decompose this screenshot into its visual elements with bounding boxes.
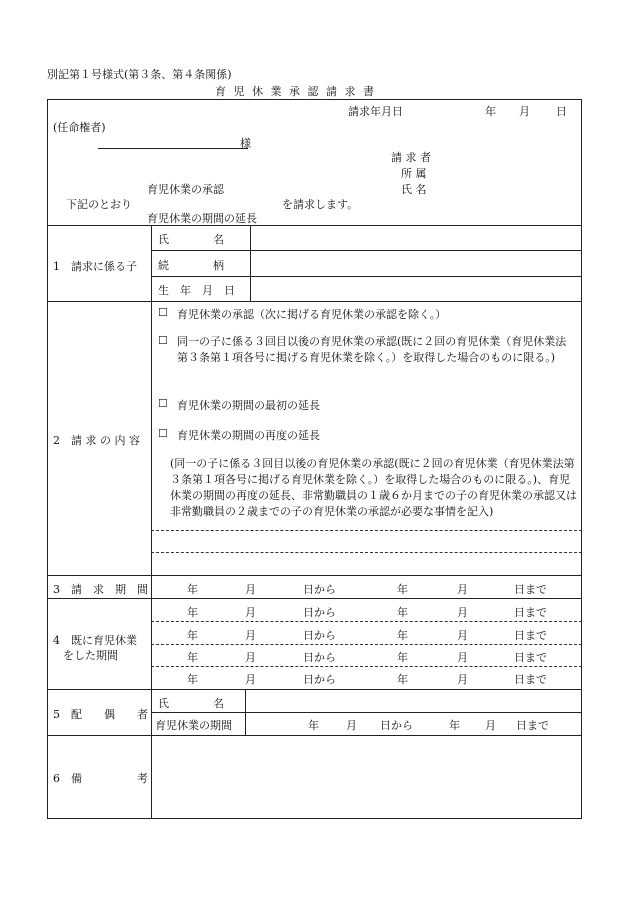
- sec4-row1-start-day-from: 日から: [303, 606, 336, 619]
- rule-sec5-top: [47, 689, 582, 690]
- sec4-row4-start-month: 月: [245, 673, 256, 686]
- spouse-name-field[interactable]: [247, 691, 580, 711]
- sec4-row2-start-month: 月: [245, 629, 256, 642]
- spouse-name-label: 氏 名: [158, 697, 224, 710]
- requester-name-label: 氏 名: [401, 183, 427, 196]
- authority-label: (任命権者): [53, 121, 106, 134]
- spouse-year-end: 年: [449, 719, 460, 732]
- reason-line1: [151, 530, 582, 531]
- sec4-row3-start-year: 年: [187, 651, 198, 664]
- item2-text: 同一の子に係る３回目以後の育児休業の承認(既に２回の育児休業（育児休業法第３条第１項各号に掲げる育児休業を除く。）を取得した場合のものに限る。): [177, 335, 567, 364]
- checkbox-item4[interactable]: ☐: [158, 427, 168, 440]
- item1-text: 育児休業の承認（次に掲げる育児休業の承認を除く。）: [177, 308, 447, 321]
- spouse-to: 日まで: [516, 719, 549, 732]
- sec4-label-line1: 4 既に育児休業: [53, 634, 137, 647]
- rule-sec4-top: [47, 598, 582, 599]
- checkbox-item2[interactable]: ☐: [158, 334, 168, 347]
- reason-field[interactable]: [153, 532, 579, 574]
- sec4-row1-start-year: 年: [187, 606, 198, 619]
- sec4-row2-start-day-from: 日から: [303, 629, 336, 642]
- sec5-divider: [245, 689, 246, 735]
- child-birth-field[interactable]: [252, 278, 580, 300]
- child-relation-field[interactable]: [252, 252, 580, 275]
- sec3-label: 3 請 求 期 間: [53, 583, 148, 596]
- sec4-row3-end-day-to: 日まで: [514, 651, 547, 664]
- sec4-row4-end-day-to: 日まで: [514, 673, 547, 686]
- spouse-year: 年: [308, 719, 319, 732]
- request-year-label: 年: [485, 105, 496, 118]
- sec3-end-day-to: 日まで: [514, 583, 547, 596]
- sec3-end-month: 月: [457, 583, 468, 596]
- reason-note: (同一の子に係る３回目以後の育児休業の承認(既に２回の育児休業（育児休業法第３条第１項各号に掲げる育児休業を除く。）を取得した場合のものに限る。)、育児休業の期間の再度の延長、非常勤職員の１歳６か月までの子の育児休業の承認又は非常勤職員の２歳までの子の育児休業の承認が必要な事情を記入): [170, 457, 577, 518]
- sec4-row3-start-day-from: 日から: [303, 651, 336, 664]
- sec5-label: 5 配 偶 者: [53, 708, 148, 721]
- sec1-row2: [151, 276, 582, 277]
- sec4-row3-end-month: 月: [457, 651, 468, 664]
- option-extension: 育児休業の期間の延長: [147, 212, 257, 225]
- sec4-row4-start-year: 年: [187, 673, 198, 686]
- rule-sec3-top: [47, 575, 582, 576]
- sec4-sep1: [151, 621, 582, 622]
- form-number: 別記第１号様式(第３条、第４条関係): [47, 68, 232, 81]
- sec4-row2-end-day-to: 日まで: [514, 629, 547, 642]
- note-left: 下記のとおり: [66, 198, 132, 211]
- sec3-start-day-from: 日から: [303, 583, 336, 596]
- note-right: を請求します。: [282, 198, 359, 211]
- sec4-row4-end-month: 月: [457, 673, 468, 686]
- sec4-row2-start-year: 年: [187, 629, 198, 642]
- sec4-row2-end-month: 月: [457, 629, 468, 642]
- honorific-label: 様: [240, 137, 251, 150]
- sec2-label: 2 請 求 の 内 容: [53, 434, 140, 447]
- child-name-field[interactable]: [252, 227, 580, 249]
- sec4-row1-start-month: 月: [245, 606, 256, 619]
- request-day-label: 日: [556, 105, 567, 118]
- sec1-divider: [250, 225, 251, 301]
- sec4-row1-end-month: 月: [457, 606, 468, 619]
- department-label: 所 属: [401, 167, 427, 180]
- child-name-label: 氏 名: [158, 233, 224, 246]
- sec4-sep3: [151, 666, 582, 667]
- sec6-label: 6 備 考: [53, 772, 148, 785]
- sec3-start-month: 月: [245, 583, 256, 596]
- sec4-row3-end-year: 年: [397, 651, 408, 664]
- checkbox-item1[interactable]: ☐: [158, 306, 168, 319]
- sec1-label: 1 請求に係る子: [53, 260, 137, 273]
- requester-label: 請 求 者: [391, 151, 431, 164]
- sec4-row2-end-year: 年: [397, 629, 408, 642]
- spouse-month: 月: [346, 719, 357, 732]
- sec1-row1: [151, 250, 582, 251]
- rule-sec1-top: [47, 225, 582, 226]
- item3-text: 育児休業の期間の最初の延長: [177, 399, 320, 412]
- request-month-label: 月: [519, 105, 530, 118]
- sec4-sep2: [151, 644, 582, 645]
- checkbox-item3[interactable]: ☐: [158, 397, 168, 410]
- rule-sec6-top: [47, 735, 582, 736]
- form-title: 育 児 休 業 承 認 請 求 書: [215, 85, 376, 98]
- sec3-start-year: 年: [187, 583, 198, 596]
- sec4-row4-start-day-from: 日から: [303, 673, 336, 686]
- request-date-label: 請求年月日: [348, 105, 403, 118]
- spouse-month-end: 月: [485, 719, 496, 732]
- option-approval: 育児休業の承認: [147, 183, 224, 196]
- label-column-divider: [151, 225, 152, 819]
- spouse-from: 日から: [380, 719, 413, 732]
- remarks-field[interactable]: [153, 737, 580, 817]
- sec4-row4-end-year: 年: [397, 673, 408, 686]
- sec4-row3-start-month: 月: [245, 651, 256, 664]
- item4-text: 育児休業の期間の再度の延長: [177, 429, 320, 442]
- sec5-row-line: [151, 712, 582, 713]
- child-birth-label: 生 年 月 日: [158, 284, 235, 297]
- sec4-label-line2: をした期間: [63, 649, 118, 662]
- sec4-row1-end-year: 年: [397, 606, 408, 619]
- sec3-end-year: 年: [397, 583, 408, 596]
- child-relation-label: 続 柄: [158, 259, 224, 272]
- sec4-row1-end-day-to: 日まで: [514, 606, 547, 619]
- rule-sec2-top: [47, 301, 582, 302]
- spouse-period-label: 育児休業の期間: [155, 719, 232, 732]
- authority-underline[interactable]: [98, 148, 248, 149]
